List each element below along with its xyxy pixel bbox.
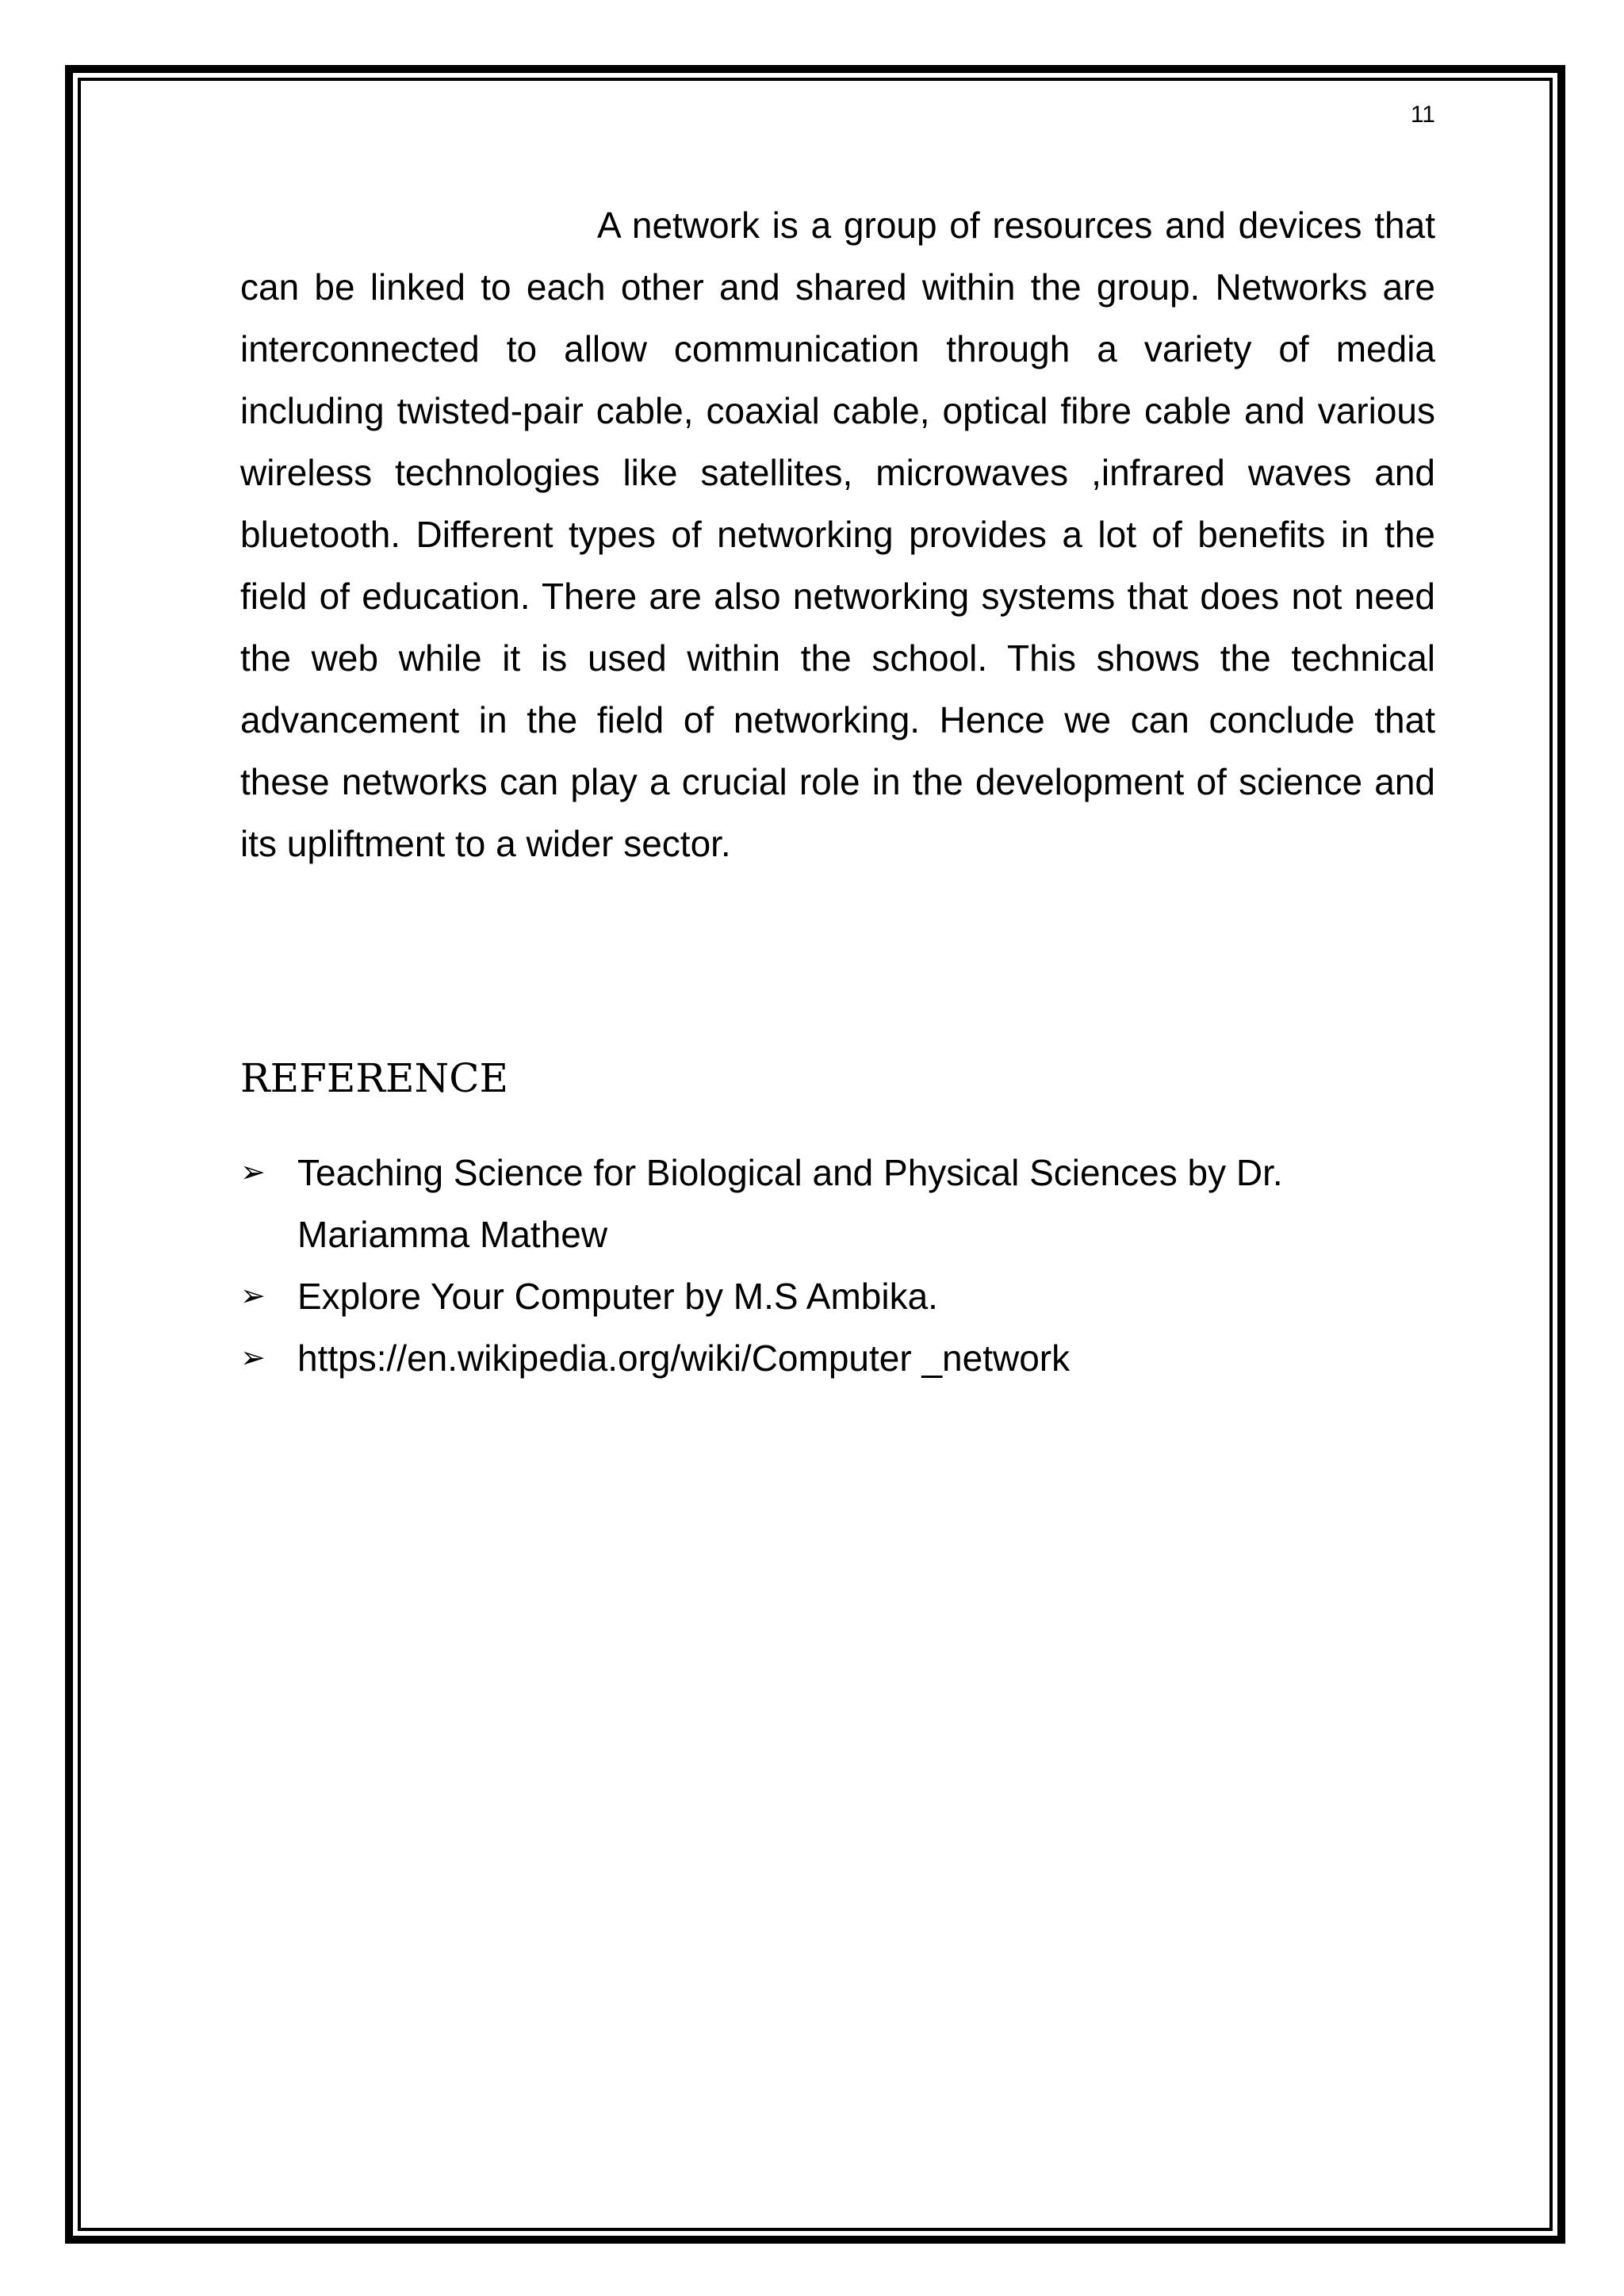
reference-link: https://en.wikipedia.org/wiki/Computer _network [297,1337,1071,1379]
reference-heading: REFERENCE [240,1055,508,1101]
body-paragraph: A network is a group of resources and devices that can be linked to each other and shared within the group. Networks are interconnected to allow communication through a variety of media including twisted-pair cable, coaxial cable, optical fibre cable and various wireless technologies like satellites, microwaves ,infrared waves and bluetooth. Different types of networking provides a lot of benefits in the field of education. There are also networking systems that does not need the web while it is used within the school. This shows the technical advancement in the field of networking. Hence we can conclude that these networks can play a crucial role in the development of science and its upliftment to a wider sector. [240,205,1435,864]
arrowhead-bullet-icon: ➢ [240,1280,266,1313]
reference-text: Explore Your Computer by M.S Ambika. [297,1276,938,1317]
reference-item [240,1327,1435,1389]
arrowhead-bullet-icon: ➢ [240,1156,266,1189]
arrowhead-bullet-icon: ➢ [240,1341,266,1375]
reference-item [240,1142,1435,1265]
reference-item [240,1265,1435,1327]
page-number: 11 [1410,101,1435,128]
reference-text: Teaching Science for Biological and Physical Sciences by Dr. Mariamma Mathew [297,1152,1283,1255]
reference-list [240,1142,1435,1389]
